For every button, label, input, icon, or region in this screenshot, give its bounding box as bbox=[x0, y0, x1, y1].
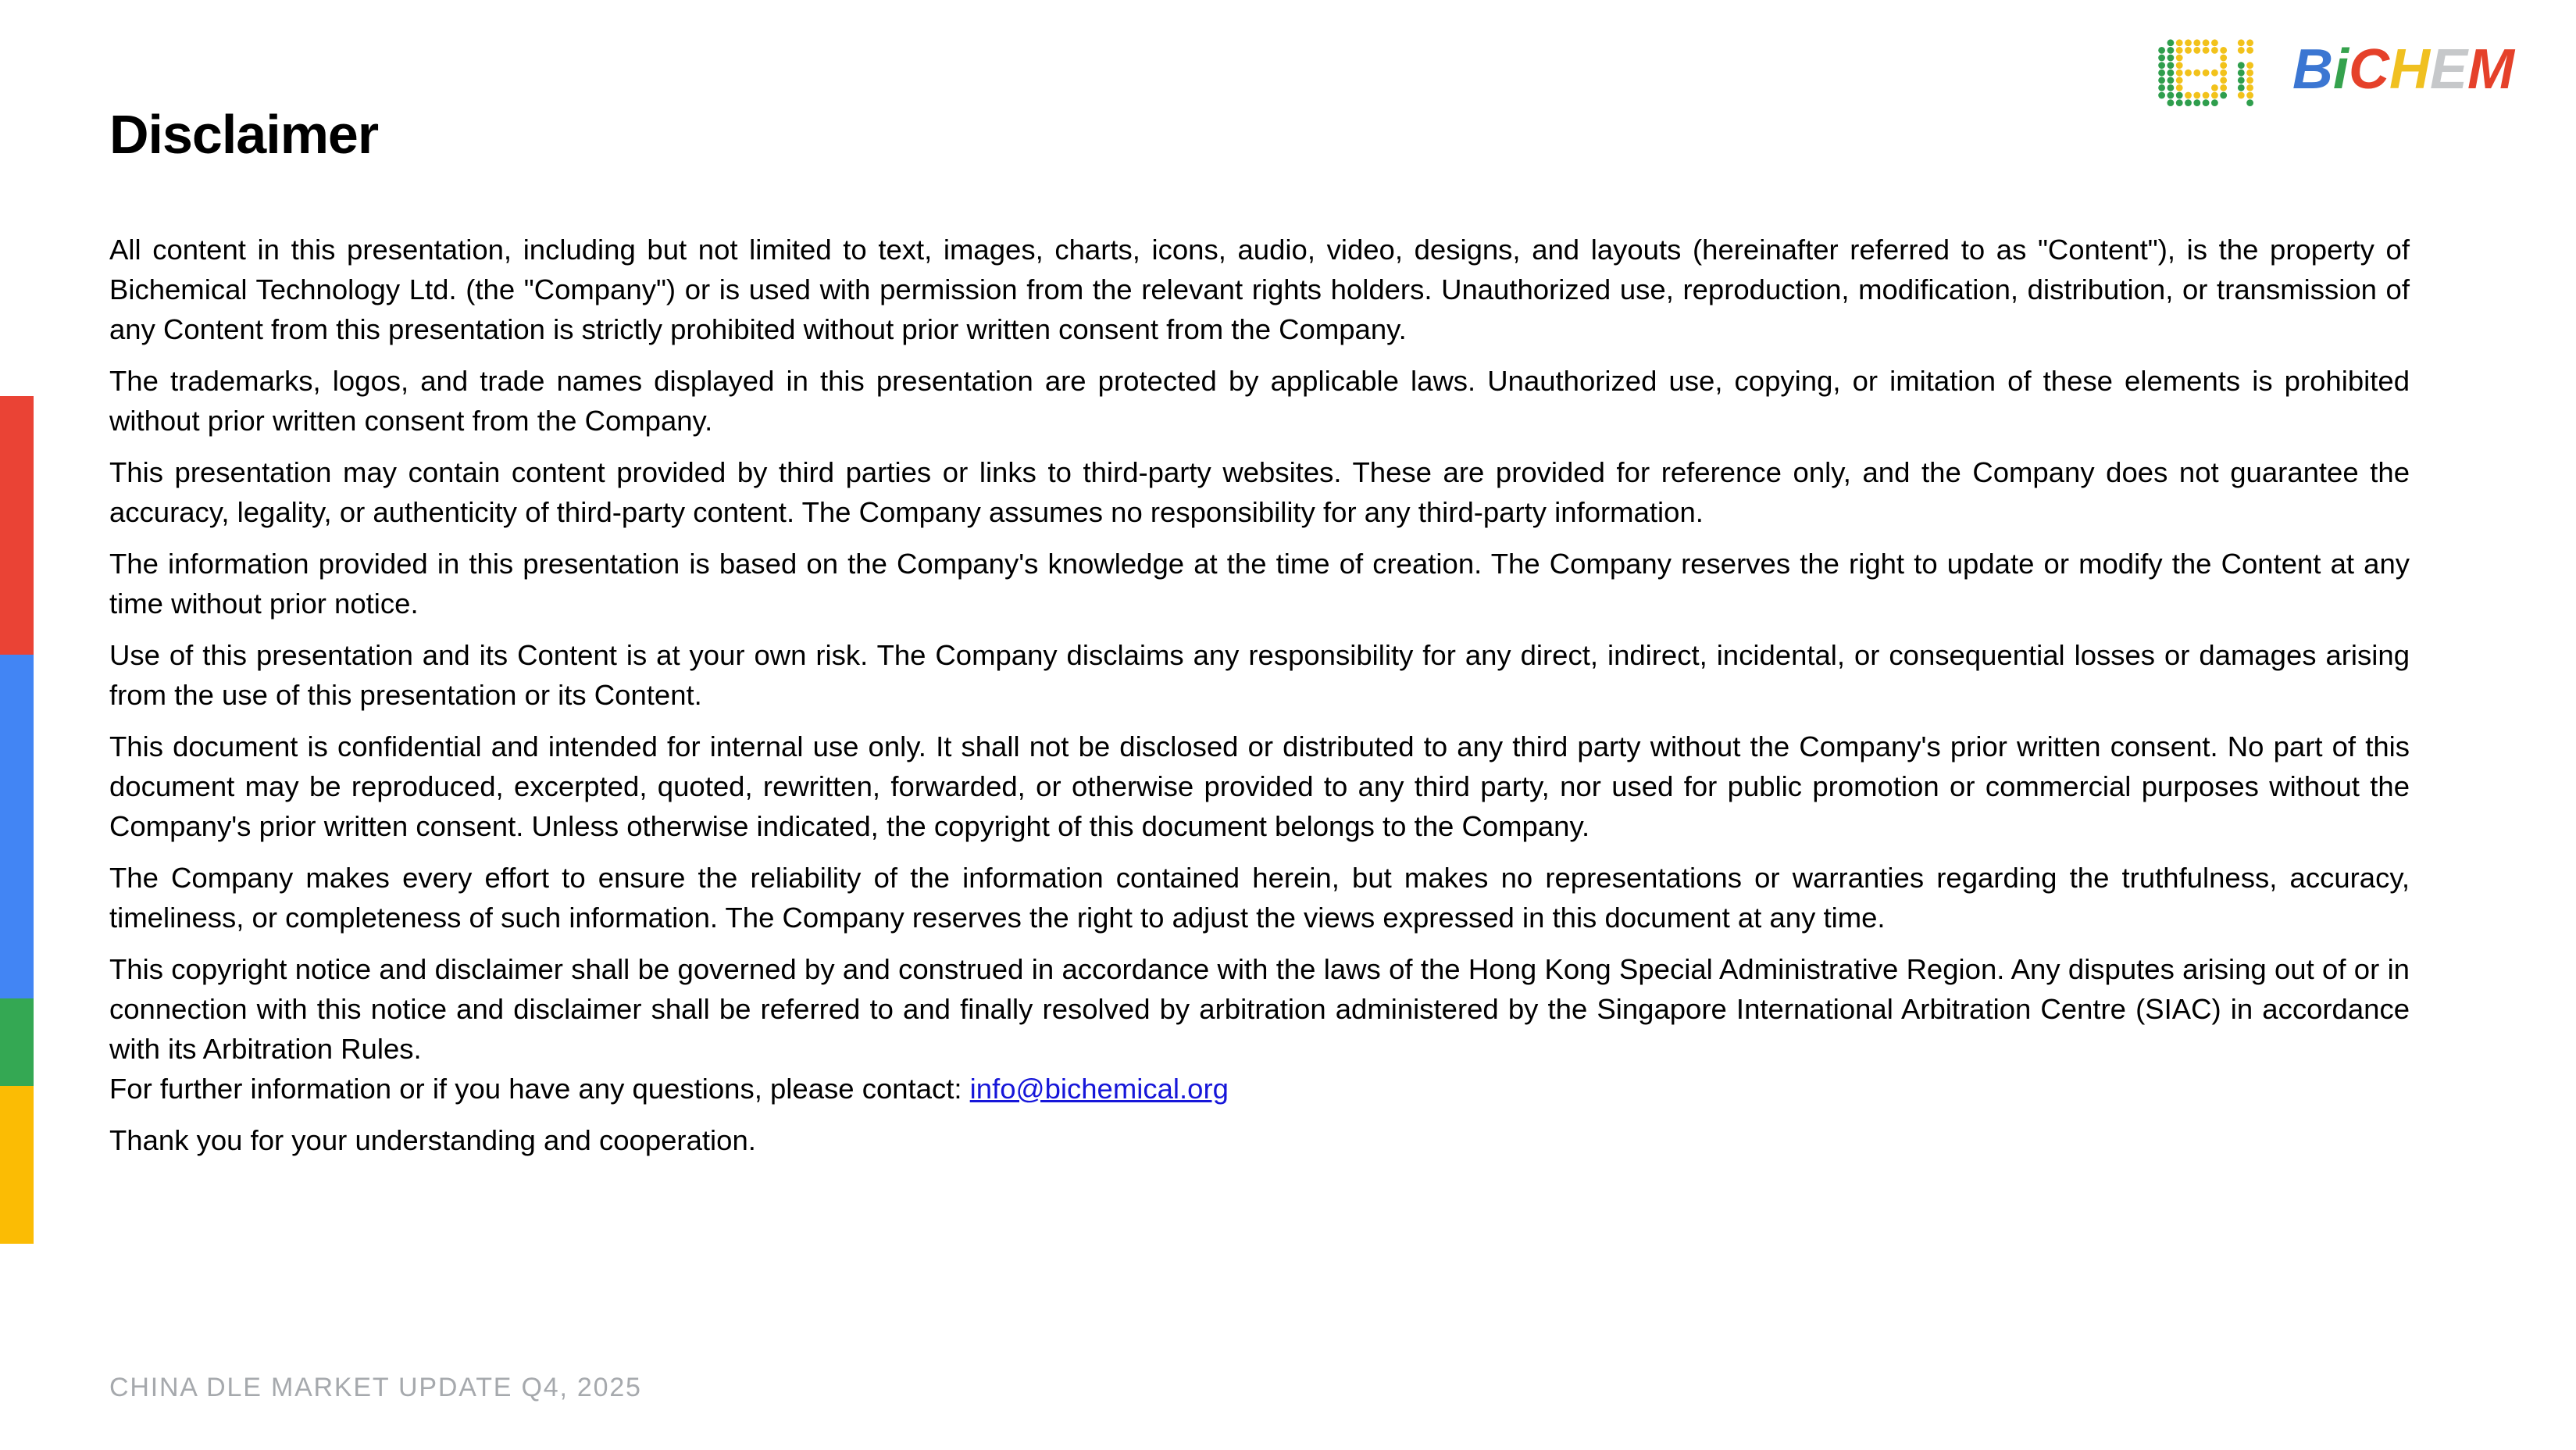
bichem-dot-icon bbox=[2157, 39, 2254, 106]
disclaimer-text bbox=[109, 230, 2410, 1160]
footer-label: CHINA DLE MARKET UPDATE Q4, 2025 bbox=[109, 1373, 642, 1402]
wordmark-letter: E bbox=[2430, 38, 2468, 101]
wordmark-letter: B bbox=[2292, 38, 2333, 101]
accent-bar-segment-green bbox=[0, 998, 34, 1086]
disclaimer-paragraphs bbox=[109, 230, 2410, 1069]
contact-email-link[interactable]: info@bichemical.org bbox=[969, 1073, 1229, 1105]
disclaimer-paragraph: The information provided in this presentation is based on the Company's knowledge at the time of creation. The Company reserves the right to update or modify the Content at any time without prior notice. bbox=[109, 548, 2410, 620]
bichem-logo bbox=[2157, 39, 2514, 106]
disclaimer-paragraph: This document is confidential and intended for internal use only. It shall not be disclosed or distributed to any third party without the Company's prior written consent. No part of this document may be reproduced, excerpted, quoted, rewritten, forwarded, or otherwise provided to any third party, nor used for public promotion or commercial purposes without the Company's prior written consent. Unless otherwise indicated, the copyright of this document belongs to the Company. bbox=[109, 730, 2410, 842]
contact-line bbox=[109, 1069, 2410, 1109]
wordmark-letter: M bbox=[2467, 38, 2515, 101]
disclaimer-paragraph: The trademarks, logos, and trade names displayed in this presentation are protected by applicable laws. Unauthorized use, copying, or imitation of these elements is prohibited without prior written consent from the Company. bbox=[109, 365, 2410, 437]
accent-bar-segment-yellow bbox=[0, 1086, 34, 1244]
disclaimer-paragraph: All content in this presentation, including but not limited to text, images, charts, icons, audio, video, designs, and layouts (hereinafter referred to as "Content"), is the property of Bichemical Technology Ltd. (the "Company") or is used with permission from the relevant rights holders. Unauthorized use, reproduction, modification, distribution, or transmission of any Content from this presentation is strictly prohibited without prior written consent from the Company. bbox=[109, 234, 2410, 345]
page-title: Disclaimer bbox=[109, 104, 379, 165]
wordmark-letter: i bbox=[2333, 38, 2349, 101]
bichem-wordmark bbox=[2292, 36, 2514, 103]
disclaimer-paragraph: The Company makes every effort to ensure the reliability of the information contained herein, but makes no representations or warranties regarding the truthfulness, accuracy, timeliness, or completeness of such information. The Company reserves the right to adjust the views expressed in this document at any time. bbox=[109, 862, 2410, 934]
accent-bar-segment-red bbox=[0, 396, 34, 655]
accent-bar-segment-blue bbox=[0, 655, 34, 998]
disclaimer-paragraph: This presentation may contain content provided by third parties or links to third-party websites. These are provided for reference only, and the Company does not guarantee the accuracy, legality, or authenticity of third-party content. The Company assumes no responsibility for any third-party information. bbox=[109, 456, 2410, 528]
accent-bar bbox=[0, 396, 34, 1244]
disclaimer-paragraph: This copyright notice and disclaimer shall be governed by and construed in accordance with the laws of the Hong Kong Special Administrative Region. Any disputes arising out of or in connection with this notice and disclaimer shall be referred to and finally resolved by arbitration administered by the Singapore International Arbitration Centre (SIAC) in accordance with its Arbitration Rules. bbox=[109, 953, 2410, 1065]
wordmark-letter: C bbox=[2349, 38, 2390, 101]
wordmark-letter: H bbox=[2389, 38, 2431, 101]
closing-line: Thank you for your understanding and cooperation. bbox=[109, 1124, 756, 1156]
disclaimer-paragraph: Use of this presentation and its Content is at your own risk. The Company disclaims any responsibility for any direct, indirect, incidental, or consequential losses or damages arising from the use of this presentation or its Content. bbox=[109, 639, 2410, 711]
contact-prefix: For further information or if you have any questions, please contact: bbox=[109, 1073, 970, 1105]
